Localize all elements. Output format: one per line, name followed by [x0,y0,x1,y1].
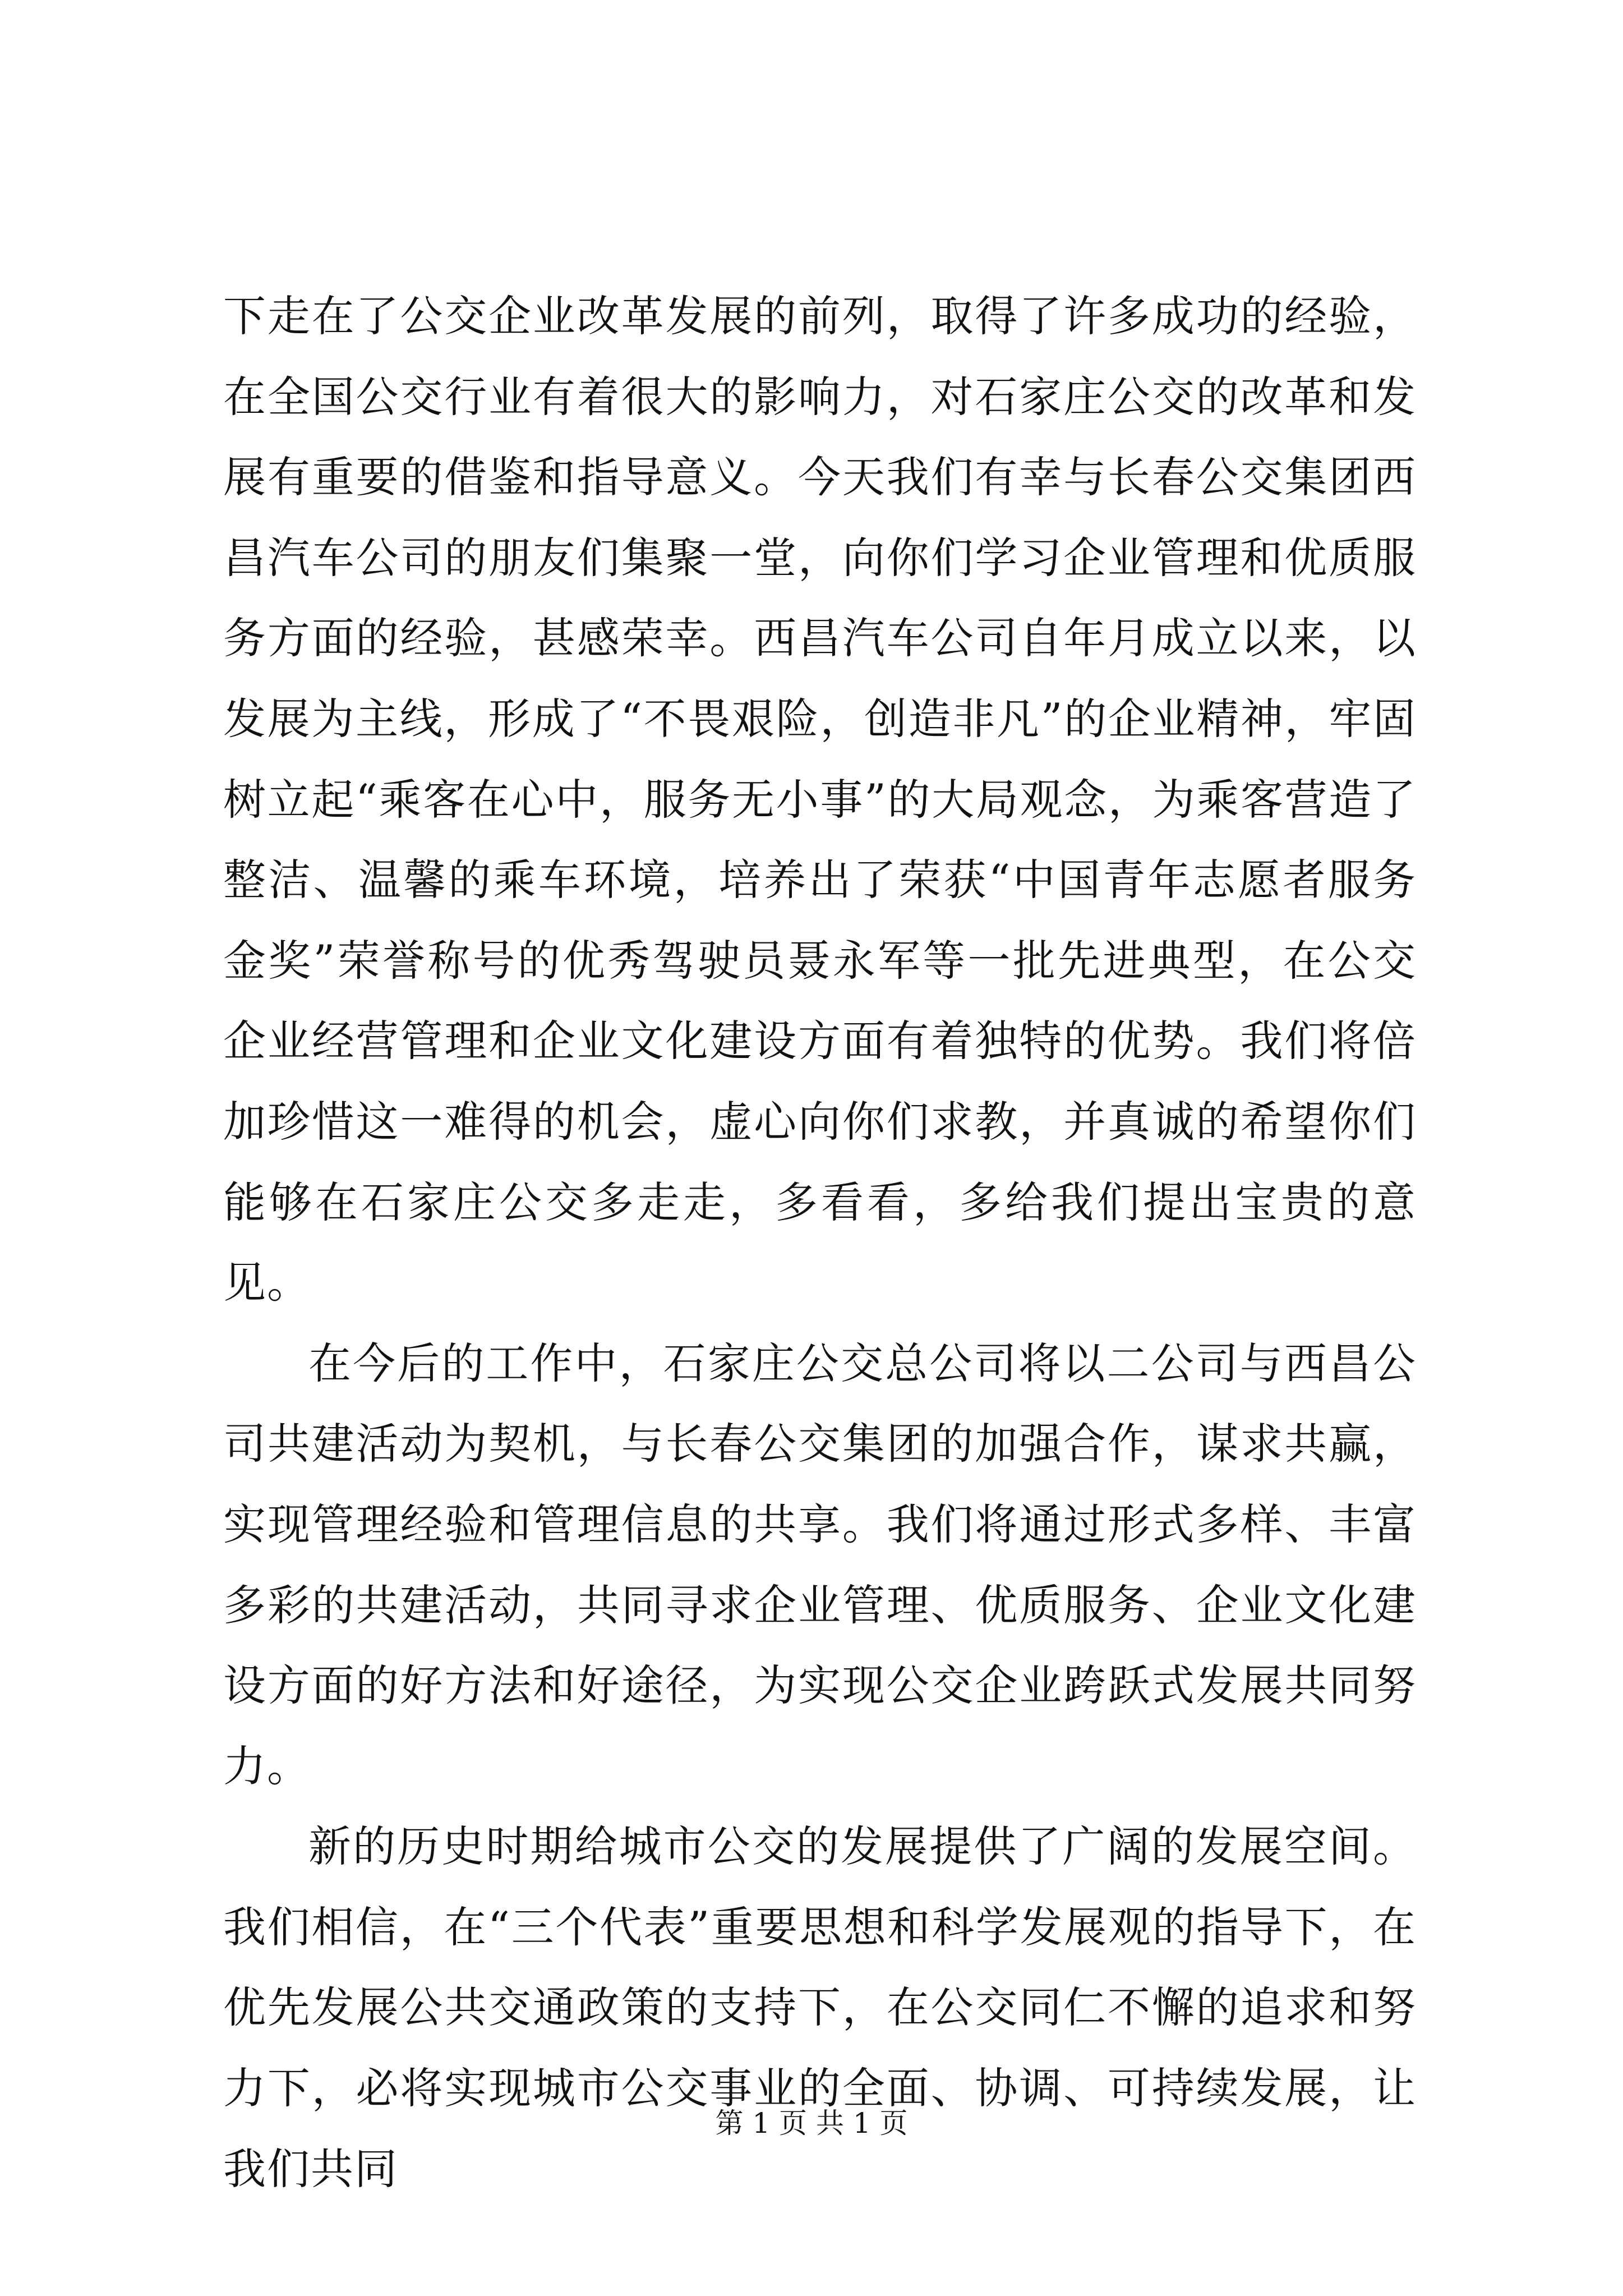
paragraph-1: 下走在了公交企业改革发展的前列，取得了许多成功的经验，在全国公交行业有着很大的影响力，对石家庄公交的改革和发展有重要的借鉴和指导意义。今天我们有幸与长春公交集团西昌汽车公司的朋友们集聚一堂，向你们学习企业管理和优质服务方面的经验，甚感荣幸。西昌汽车公司自年月成立以来，以发展为主线，形成了“不畏艰险，创造非凡”的企业精神，牢固树立起“乘客在心中，服务无小事”的大局观念，为乘客营造了整洁、温馨的乘车环境，培养出了荣获“中国青年志愿者服务金奖”荣誉称号的优秀驾驶员聂永军等一批先进典型，在公交企业经营管理和企业文化建设方面有着独特的优势。我们将倍加珍惜这一难得的机会，虚心向你们求教，并真诚的希望你们能够在石家庄公交多走走，多看看，多给我们提出宝贵的意见。 [223,291,1417,1308]
paragraph-3: 新的历史时期给城市公交的发展提供了广阔的发展空间。我们相信，在“三个代表”重要思想和科学发展观的指导下，在优先发展公共交通政策的支持下，在公交同仁不懈的追求和努力下，必将实现城市公交事业的全面、协调、可持续发展，让我们共同 [223,1821,1417,2194]
page-footer: 第 1 页 共 1 页 [715,2107,908,2139]
paragraph-2: 在今后的工作中，石家庄公交总公司将以二公司与西昌公司共建活动为契机，与长春公交集团的加强合作，谋求共赢，实现管理经验和管理信息的共享。我们将通过形式多样、丰富多彩的共建活动，共同寻求企业管理、优质服务、企业文化建设方面的好方法和好途径，为实现公交企业跨跃式发展共同努力。 [223,1338,1417,1791]
document-body [223,276,1417,2209]
